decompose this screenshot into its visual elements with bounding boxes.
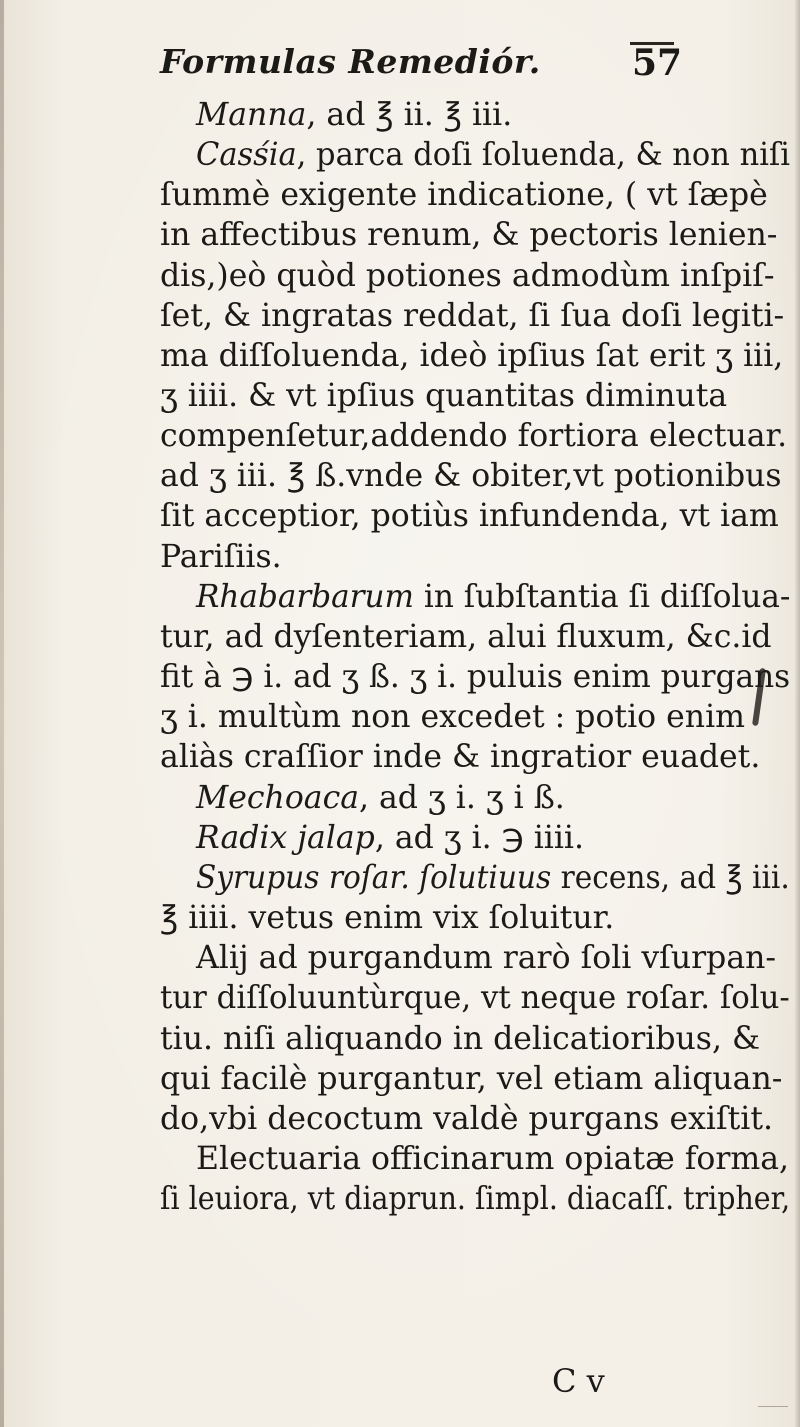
page-number: 57 — [632, 42, 683, 84]
bottom-rule — [758, 1406, 788, 1407]
signature-mark: C v — [552, 1362, 605, 1400]
text-line: ad ʒ iii. ℥ ß.vnde & obiter,vt potionibus — [160, 458, 782, 494]
text-line: qui facilè purgantur, vel etiam aliquan- — [160, 1061, 783, 1097]
text-line: Mechoaca, ad ʒ i. ʒ i ß. — [196, 780, 565, 816]
drug-name: Rhabarbarum — [196, 579, 415, 615]
text-line: do,vbi decoctum valdè purgans exiſtit. — [160, 1101, 774, 1137]
drug-name: Manna — [196, 97, 307, 133]
text-line: Pariſiis. — [160, 539, 282, 575]
drug-name: Radix jalap — [196, 820, 375, 856]
text-line: aliàs craſſior inde & ingratior euadet. — [160, 739, 761, 775]
running-head-title: Formulas Remediór. — [160, 42, 541, 81]
text-line: ʒ iiii. & vt ipſius quantitas diminuta — [160, 378, 728, 414]
text-line: tur diſſoluuntùrque, vt neque roſar. ſolu- — [160, 980, 790, 1016]
text-line: ʒ i. multùm non excedet : potio enim — [160, 699, 746, 735]
drug-name: Casśia — [196, 137, 297, 173]
text-line: ſit acceptior, potiùs infundenda, vt iam — [160, 498, 779, 534]
text-line: Radix jalap, ad ʒ i. ℈ iiii. — [196, 820, 585, 856]
text-line: ſet, & ingratas reddat, ſi ſua doſi legiti- — [160, 298, 785, 334]
text-line: Manna, ad ℥ ii. ℥ iii. — [196, 97, 513, 133]
text-line: Electuaria officinarum opiatæ forma, — [196, 1141, 790, 1177]
text-line: Syrupus roſar. ſolutiuus recens, ad ℥ iii. — [196, 860, 790, 896]
text-line: compenſetur,addendo fortiora electuar. — [160, 418, 788, 454]
drug-name: Syrupus roſar. ſolutiuus — [196, 860, 552, 896]
text-line: Alij ad purgandum rarò ſoli vſurpan- — [196, 940, 777, 976]
text-line: dis,)eò quòd potiones admodùm inſpiſ- — [160, 258, 775, 294]
text-line: in affectibus renum, & pectoris lenien- — [160, 217, 778, 253]
text-line: Casśia, parca doſi ſoluenda, & non niſi — [196, 137, 790, 173]
text-line: ſummè exigente indicatione, ( vt ſæpè — [160, 177, 768, 213]
text-line: ma diſſoluenda, ideò ipſius ſat erit ʒ iii, — [160, 338, 784, 374]
text-line: ſi leuiora, vt diaprun. ſimpl. diacaſſ. tripher, — [160, 1181, 791, 1217]
text-line: ℥ iiii. vetus enim vix ſoluitur. — [160, 900, 615, 936]
text-line: tiu. niſi aliquando in delicatioribus, & — [160, 1021, 761, 1057]
drug-name: Mechoaca — [196, 780, 359, 816]
text-line: Rhabarbarum in ſubſtantia ſi diſſolua- — [196, 579, 791, 615]
text-line: fit à ℈ i. ad ʒ ß. ʒ i. puluis enim purgans — [160, 659, 791, 695]
text-line: tur, ad dyſenteriam, alui fluxum, &c.id — [160, 619, 772, 655]
